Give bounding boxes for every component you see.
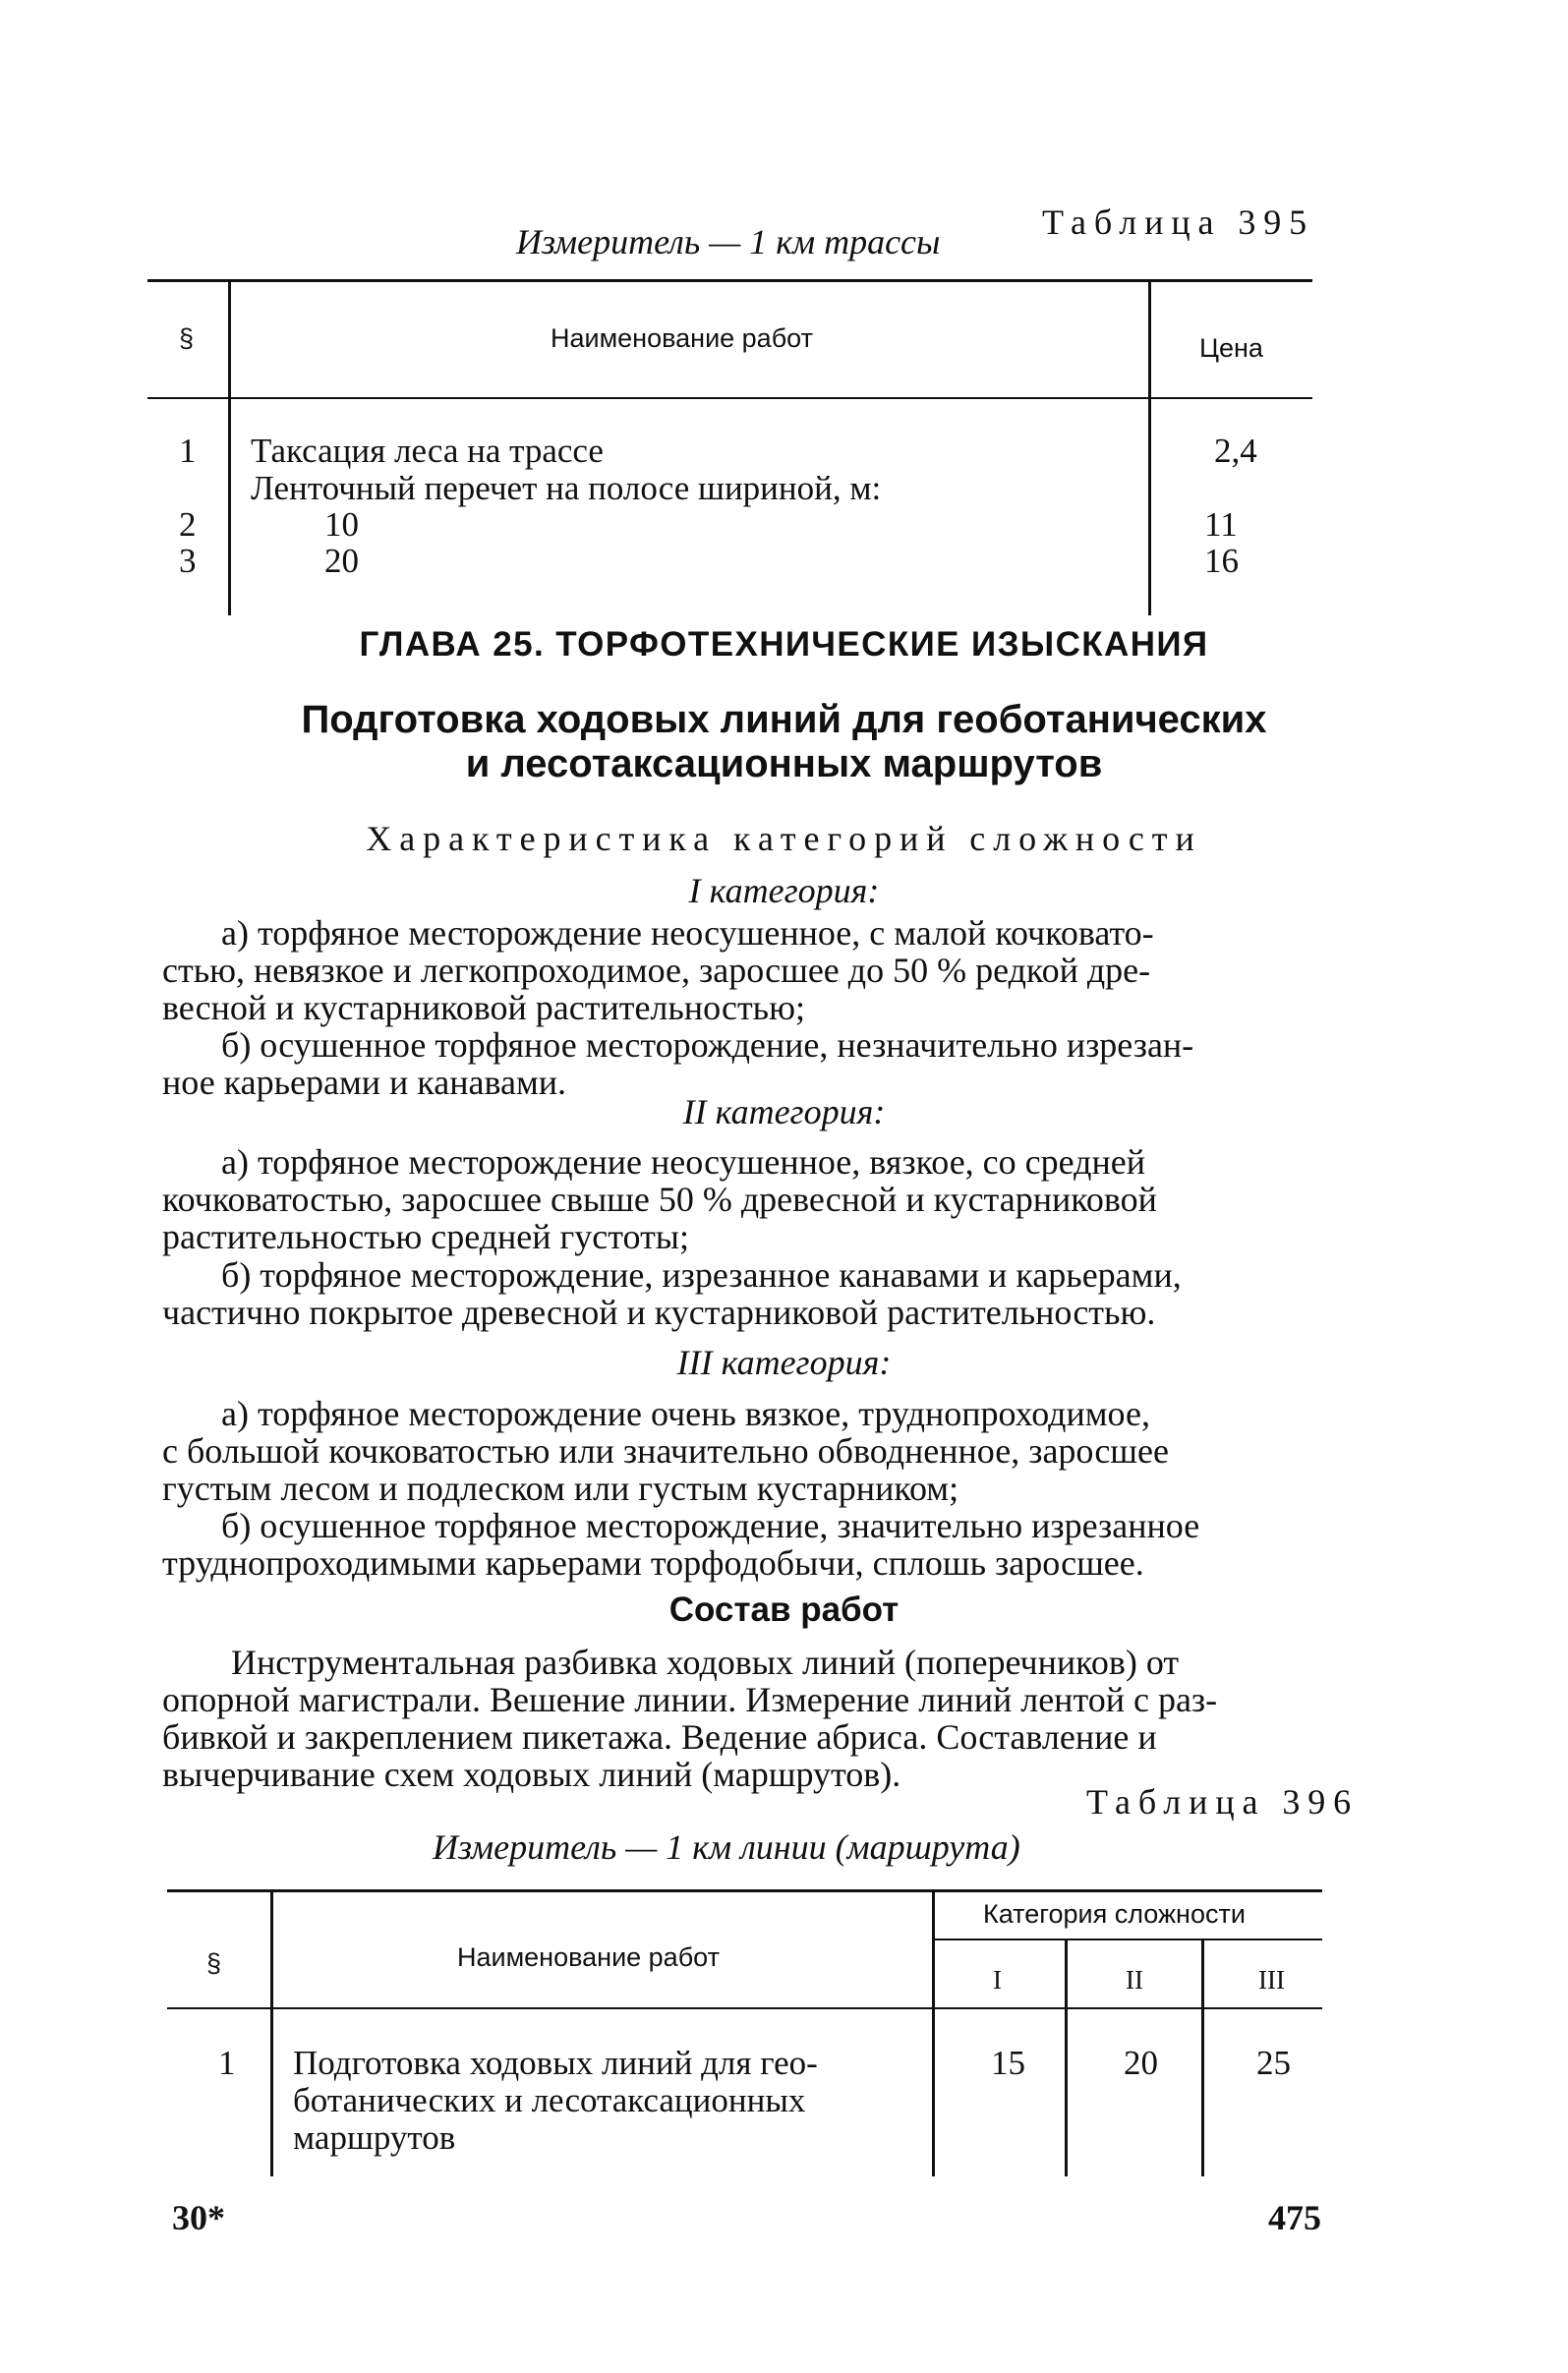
- table395-header-price: Цена: [1199, 333, 1263, 363]
- table395-header-rule: [147, 397, 1312, 399]
- category-heading: I категория:: [688, 871, 880, 910]
- table396-vrule-4: [1201, 1940, 1204, 2176]
- table396-vrule-3: [1065, 1940, 1068, 2176]
- text-line: ное карьерами и канавами.: [162, 1063, 567, 1102]
- table396-header-group: Категория сложности: [983, 1899, 1246, 1929]
- table395-meter: Измеритель — 1 км трассы: [516, 222, 941, 261]
- table396-caption: Таблица 396: [1086, 1782, 1360, 1822]
- category-item: [162, 1256, 1319, 1331]
- text-line: вычерчивание схем ходовых линий (маршрутов).: [162, 1755, 901, 1794]
- table395-row-name: 20: [324, 542, 359, 580]
- table395-row-name: Ленточный перечет на полосе шириной, м:: [251, 469, 882, 507]
- table396-header-rule: [167, 2007, 1322, 2009]
- text-line: с большой кочковатостью или значительно обводненное, заросшее: [162, 1431, 1169, 1471]
- category-item: [162, 1143, 1319, 1255]
- category-item: [162, 1026, 1319, 1101]
- table396-row-cat2: 20: [1124, 2044, 1158, 2082]
- text-line: а) торфяное месторождение очень вязкое, труднопроходимое,: [221, 1394, 1150, 1433]
- chapter-title: ГЛАВА 25. ТОРФОТЕХНИЧЕСКИЕ ИЗЫСКАНИЯ: [359, 625, 1209, 664]
- text-line: б) осушенное торфяное месторождение, незначительно изрезан-: [221, 1025, 1194, 1065]
- text-line: Инструментальная разбивка ходовых линий (поперечников) от: [231, 1643, 1180, 1682]
- table395-caption: Таблица 395: [1042, 203, 1315, 242]
- text-line: а) торфяное месторождение неосушенное, вязкое, со средней: [221, 1142, 1145, 1182]
- table396-header-cat3: III: [1258, 1965, 1285, 1995]
- text-line: густым лесом и подлеском или густым кустарником;: [162, 1469, 959, 1508]
- table396-header-name: Наименование работ: [457, 1942, 720, 1972]
- table395-row-num: 2: [179, 505, 197, 544]
- text-line: весной и кустарниковой растительностью;: [162, 988, 805, 1027]
- table395-row-name: 10: [324, 505, 359, 544]
- table395-row-price: 11: [1204, 505, 1238, 544]
- table395-top-rule: [147, 279, 1312, 282]
- works-heading: Состав работ: [668, 1591, 900, 1629]
- signature-mark: 30*: [172, 2198, 225, 2237]
- text-line: б) осушенное торфяное месторождение, значительно изрезанное: [221, 1506, 1200, 1545]
- category-item: [162, 1507, 1319, 1582]
- table395-header-num: §: [179, 323, 195, 353]
- table396-header-cat2: II: [1126, 1965, 1143, 1995]
- text-line: опорной магистрали. Вешение линии. Измерение линий лентой с раз-: [162, 1680, 1218, 1719]
- text-line: ботанических и лесотаксационных: [293, 2081, 806, 2119]
- table395-row-num: 3: [179, 542, 197, 580]
- table396-vrule-2: [932, 1891, 935, 2176]
- section-title-line1: Подготовка ходовых линий для геоботанических: [301, 698, 1267, 741]
- text-line: маршрутов: [293, 2118, 456, 2157]
- table396-top-rule: [167, 1889, 1322, 1892]
- table396-meter: Измеритель — 1 км линии (маршрута): [433, 1827, 1020, 1867]
- table396-vrule-1: [270, 1891, 273, 2176]
- text-line: частично покрытое древесной и кустарниковой растительностью.: [162, 1293, 1156, 1332]
- category-heading: II категория:: [682, 1092, 886, 1131]
- text-line: стью, невязкое и легкопроходимое, заросшее до 50 % редкой дре-: [162, 951, 1151, 990]
- table395-header-name: Наименование работ: [551, 323, 813, 353]
- table396-row-name: [293, 2045, 922, 2157]
- table395-vrule-1: [228, 281, 231, 615]
- table396-header-num: §: [206, 1948, 222, 1978]
- table395-row-price: 2,4: [1214, 432, 1257, 470]
- table396-row-num: 1: [218, 2044, 236, 2082]
- table395-row-price: 16: [1204, 542, 1239, 580]
- page-number: 475: [1268, 2198, 1321, 2237]
- text-line: б) торфяное месторождение, изрезанное канавами и карьерами,: [221, 1255, 1182, 1295]
- works-paragraph: [162, 1644, 1319, 1793]
- section-title-line2: и лесотаксационных маршрутов: [465, 742, 1103, 785]
- table395-row-name: Таксация леса на трассе: [251, 432, 604, 470]
- table395-vrule-2: [1148, 281, 1151, 615]
- category-heading: III категория:: [676, 1343, 892, 1382]
- table396-row-cat1: 15: [991, 2044, 1025, 2082]
- table395-row-num: 1: [179, 432, 197, 470]
- characteristics-heading: Характеристика категорий сложности: [366, 819, 1202, 858]
- table396-group-rule: [934, 1939, 1322, 1940]
- table396-header-cat1: I: [993, 1965, 1002, 1995]
- text-line: бивкой и закреплением пикетажа. Ведение абриса. Составление и: [162, 1717, 1157, 1757]
- text-line: Подготовка ходовых линий для гео-: [293, 2044, 818, 2082]
- text-line: растительностью средней густоты;: [162, 1217, 689, 1256]
- table396-row-cat3: 25: [1256, 2044, 1291, 2082]
- category-item: [162, 1395, 1319, 1507]
- text-line: а) торфяное месторождение неосушенное, с малой кочковато-: [221, 913, 1154, 953]
- text-line: труднопроходимыми карьерами торфодобычи, сплошь заросшее.: [162, 1543, 1144, 1583]
- text-line: кочковатостью, заросшее свыше 50 % древесной и кустарниковой: [162, 1180, 1157, 1219]
- category-item: [162, 914, 1319, 1026]
